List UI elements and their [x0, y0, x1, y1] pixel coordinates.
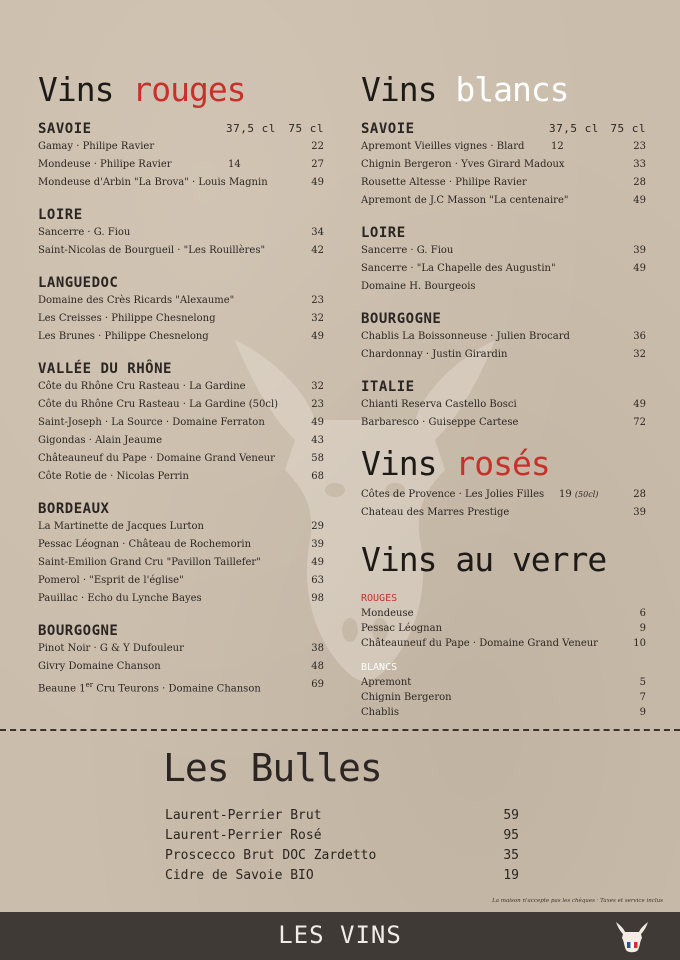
price-large: 23: [311, 295, 324, 306]
wine-name: Saint-Emilion Grand Cru "Pavillon Taillefer": [38, 557, 261, 568]
wine-name: Côte Rotie de · Nicolas Perrin: [38, 471, 189, 482]
sparkling-row: [165, 806, 519, 826]
wine-region-section: [38, 360, 324, 486]
price-large: 32: [633, 349, 646, 360]
wine-name: Châteauneuf du Pape · Domaine Grand Veneur: [38, 453, 275, 464]
price-large: 49: [311, 177, 324, 188]
wine-name: Mondeuse · Philipe Ravier: [38, 159, 172, 170]
wine-name: Domaine H. Bourgeois: [361, 281, 476, 292]
glass-reds-label: ROUGES: [361, 593, 398, 604]
size-header-small: 37,5 cl: [549, 122, 599, 135]
wine-row: [38, 640, 324, 658]
rose-wines-title: [361, 444, 646, 484]
wine-region-section: [38, 206, 324, 260]
wine-name: Côte du Rhône Cru Rasteau · La Gardine (50cl): [38, 399, 279, 410]
region-name: BOURGOGNE: [361, 311, 442, 327]
red-wines-title: [38, 70, 324, 110]
region-heading: [361, 378, 646, 396]
wine-row: [38, 572, 324, 590]
wine-row: [38, 310, 324, 328]
region-name: LOIRE: [38, 207, 83, 223]
glass-whites-label: BLANCS: [361, 662, 398, 673]
price-large: 32: [311, 381, 324, 392]
wine-name: Pinot Noir · G & Y Dufouleur: [38, 643, 184, 654]
sparkling-row: [165, 866, 519, 886]
wine-region-section: [38, 120, 324, 192]
wine-name: Pomerol · "Esprit de l'église": [38, 575, 184, 586]
wine-row: [38, 432, 324, 450]
region-name: LANGUEDOC: [38, 275, 119, 291]
wine-name: Givry Domaine Chanson: [38, 661, 161, 672]
price-large: 39: [633, 507, 646, 518]
glass-row: [361, 621, 646, 636]
wine-row: [361, 260, 646, 278]
price-large: 69: [311, 679, 324, 690]
wine-row: [38, 536, 324, 554]
glass-row: [361, 636, 646, 651]
wine-name: Gamay · Philipe Ravier: [38, 141, 155, 152]
wine-name: Pauillac · Echo du Lynche Bayes: [38, 593, 202, 604]
wine-region-section: [38, 622, 324, 694]
price-large: 28: [633, 489, 646, 500]
price-large: 49: [311, 417, 324, 428]
price-large: 49: [311, 331, 324, 342]
wine-row: [361, 156, 646, 174]
wine-name: Chardonnay · Justin Girardin: [361, 349, 508, 360]
price-large: 98: [311, 593, 324, 604]
size-note: (50cl): [574, 490, 599, 499]
wine-name: Saint-Joseph · La Source · Domaine Ferraton: [38, 417, 265, 428]
glass-row: [361, 675, 646, 690]
wine-region-section: [38, 274, 324, 346]
wine-row: [361, 278, 646, 296]
wine-row: [38, 468, 324, 486]
footer-bar: [0, 912, 680, 960]
glass-wine-name: Pessac Léognan: [361, 623, 443, 634]
sparkling-name: Laurent-Perrier Rosé: [165, 828, 322, 843]
glass-reds-list: [361, 606, 646, 651]
glass-price: 5: [639, 677, 646, 688]
wine-name: Gigondas · Alain Jeaume: [38, 435, 163, 446]
region-heading: [361, 224, 646, 242]
region-heading: [38, 500, 324, 518]
wine-row: [38, 292, 324, 310]
wine-by-glass-title: Vins au verre: [361, 540, 607, 579]
glass-whites-list: [361, 675, 646, 720]
wine-row: [38, 554, 324, 572]
sparkling-price: 95: [503, 828, 519, 843]
wine-name: Sancerre · "La Chapelle des Augustin": [361, 263, 556, 274]
price-large: 39: [633, 245, 646, 256]
price-large: 68: [311, 471, 324, 482]
price-large: 34: [311, 227, 324, 238]
wine-row: [38, 450, 324, 468]
right-column: [361, 70, 646, 720]
wine-row: [38, 174, 324, 192]
wine-name: Chignin Bergeron · Yves Girard Madoux: [361, 159, 565, 170]
sparkling-row: [165, 846, 519, 866]
wine-name: La Martinette de Jacques Lurton: [38, 521, 204, 532]
price-large: 49: [311, 557, 324, 568]
price-large: 49: [633, 399, 646, 410]
price-small: 14: [228, 159, 241, 170]
region-heading: [38, 274, 324, 292]
size-header-large: 75 cl: [288, 122, 324, 135]
wine-row: [361, 346, 646, 364]
wine-row: [38, 676, 324, 694]
sparkling-row: [165, 826, 519, 846]
glass-wine-name: Apremont: [361, 677, 412, 688]
price-large: 48: [311, 661, 324, 672]
glass-wine-name: Chablis: [361, 707, 399, 718]
wine-row: [38, 138, 324, 156]
region-heading: [361, 120, 646, 138]
wine-row: [361, 242, 646, 260]
sparkling-price: 19: [503, 868, 519, 883]
wine-name: Domaine des Crès Ricards "Alexaume": [38, 295, 235, 306]
wine-row: [38, 328, 324, 346]
wine-name: Rousette Altesse · Philipe Ravier: [361, 177, 527, 188]
region-heading: [38, 622, 324, 640]
region-name: BOURGOGNE: [38, 623, 119, 639]
wine-name: Côtes de Provence · Les Jolies Filles: [361, 489, 545, 500]
wine-row: [38, 590, 324, 608]
region-heading: [38, 206, 324, 224]
price-large: 39: [311, 539, 324, 550]
region-name: ITALIE: [361, 379, 415, 395]
price-large: 72: [633, 417, 646, 428]
title-accent: blancs: [455, 70, 569, 109]
price-large: 22: [311, 141, 324, 152]
wine-name: Pessac Léognan · Château de Rochemorin: [38, 539, 252, 550]
title-accent: rosés: [455, 444, 550, 483]
size-header-small: 37,5 cl: [226, 122, 276, 135]
glass-price: 7: [639, 692, 646, 703]
sparkling-name: Laurent-Perrier Brut: [165, 808, 322, 823]
size-header-large: 75 cl: [610, 122, 646, 135]
price-large: 63: [311, 575, 324, 586]
glass-wine-name: Mondeuse: [361, 608, 414, 619]
white-wines-sections: [361, 120, 646, 432]
wine-name: Sancerre · G. Fiou: [38, 227, 131, 238]
dashed-divider: [0, 729, 680, 731]
wine-row: [361, 192, 646, 210]
wine-row: [38, 396, 324, 414]
red-wines-column: [38, 70, 324, 694]
wine-row: [361, 138, 646, 156]
price-large: 49: [633, 195, 646, 206]
red-wines-sections: [38, 120, 324, 694]
sparkling-price: 59: [503, 808, 519, 823]
wine-row: [38, 518, 324, 536]
wine-row: [38, 414, 324, 432]
wine-row: [38, 658, 324, 676]
wine-region-section: [361, 310, 646, 364]
price-large: 23: [633, 141, 646, 152]
wine-name: Saint-Nicolas de Bourgueil · "Les Rouillères": [38, 245, 266, 256]
wine-row: [38, 156, 324, 174]
title-prefix: Vins: [361, 70, 456, 109]
glass-row: [361, 606, 646, 621]
price-large: 38: [311, 643, 324, 654]
title-accent: rouges: [132, 70, 246, 109]
title-prefix: Vins: [38, 70, 133, 109]
price-large: 28: [633, 177, 646, 188]
footnote: La maison n'accepte pas les chèques · Taxes et service inclus: [492, 898, 663, 904]
region-heading: [38, 360, 324, 378]
region-name: SAVOIE: [361, 121, 415, 137]
price-large: 33: [633, 159, 646, 170]
glass-wine-name: Chignin Bergeron: [361, 692, 452, 703]
sparkling-list: [165, 806, 519, 886]
wine-name: Les Creisses · Philippe Chesnelong: [38, 313, 216, 324]
glass-price: 10: [633, 638, 646, 649]
bull-head-flag-icon: [612, 916, 652, 956]
region-name: LOIRE: [361, 225, 406, 241]
rose-wines-list: [361, 486, 646, 522]
wine-row: [361, 396, 646, 414]
region-name: BORDEAUX: [38, 501, 110, 517]
glass-wine-name: Châteauneuf du Pape · Domaine Grand Veneur: [361, 638, 598, 649]
footer-title: LES VINS: [278, 921, 402, 949]
price-large: 23: [311, 399, 324, 410]
wine-name: Les Brunes · Philippe Chesnelong: [38, 331, 209, 342]
wine-row: [38, 242, 324, 260]
wine-name: Apremont de J.C Masson "La centenaire": [361, 195, 569, 206]
wine-name: Mondeuse d'Arbin "La Brova" · Louis Magnin: [38, 177, 268, 188]
price-large: 27: [311, 159, 324, 170]
wine-name: Chianti Reserva Castello Bosci: [361, 399, 517, 410]
wine-region-section: [361, 120, 646, 210]
wine-region-section: [361, 224, 646, 296]
wine-name: Beaune 1er Cru Teurons · Domaine Chanson: [38, 681, 261, 695]
price-large: 43: [311, 435, 324, 446]
price-large: 29: [311, 521, 324, 532]
sparkling-name: Proscecco Brut DOC Zardetto: [165, 848, 377, 863]
glass-price: 6: [639, 608, 646, 619]
sparkling-price: 35: [503, 848, 519, 863]
region-heading: [361, 310, 646, 328]
wine-row: [38, 378, 324, 396]
wine-row: [361, 174, 646, 192]
price-large: 32: [311, 313, 324, 324]
wine-row: [361, 504, 646, 522]
wine-region-section: [38, 500, 324, 608]
wine-region-section: [361, 378, 646, 432]
sparkling-title: Les Bulles: [163, 746, 382, 790]
wine-name: Barbaresco · Guiseppe Cartese: [361, 417, 519, 428]
wine-name: Côte du Rhône Cru Rasteau · La Gardine: [38, 381, 246, 392]
price-large: 36: [633, 331, 646, 342]
price-small: 12: [551, 141, 564, 152]
price-large: 58: [311, 453, 324, 464]
wine-name: Apremont Vieilles vignes · Blard: [361, 141, 525, 152]
glass-row: [361, 690, 646, 705]
price-large: 42: [311, 245, 324, 256]
wine-name: Sancerre · G. Fiou: [361, 245, 454, 256]
wine-row: [38, 224, 324, 242]
price-large: 49: [633, 263, 646, 274]
wine-name: Chateau des Marres Prestige: [361, 507, 510, 518]
wine-row: [361, 328, 646, 346]
glass-price: 9: [639, 707, 646, 718]
price-small: 19 (50cl): [559, 489, 599, 500]
white-wines-title: [361, 70, 646, 110]
region-name: SAVOIE: [38, 121, 92, 137]
region-name: VALLÉE DU RHÔNE: [38, 361, 172, 377]
title-prefix: Vins: [361, 444, 456, 483]
glass-price: 9: [639, 623, 646, 634]
sparkling-name: Cidre de Savoie BIO: [165, 868, 314, 883]
region-heading: [38, 120, 324, 138]
glass-row: [361, 705, 646, 720]
wine-row: [361, 414, 646, 432]
wine-name: Chablis La Boissonneuse · Julien Brocard: [361, 331, 570, 342]
wine-row: [361, 486, 646, 504]
